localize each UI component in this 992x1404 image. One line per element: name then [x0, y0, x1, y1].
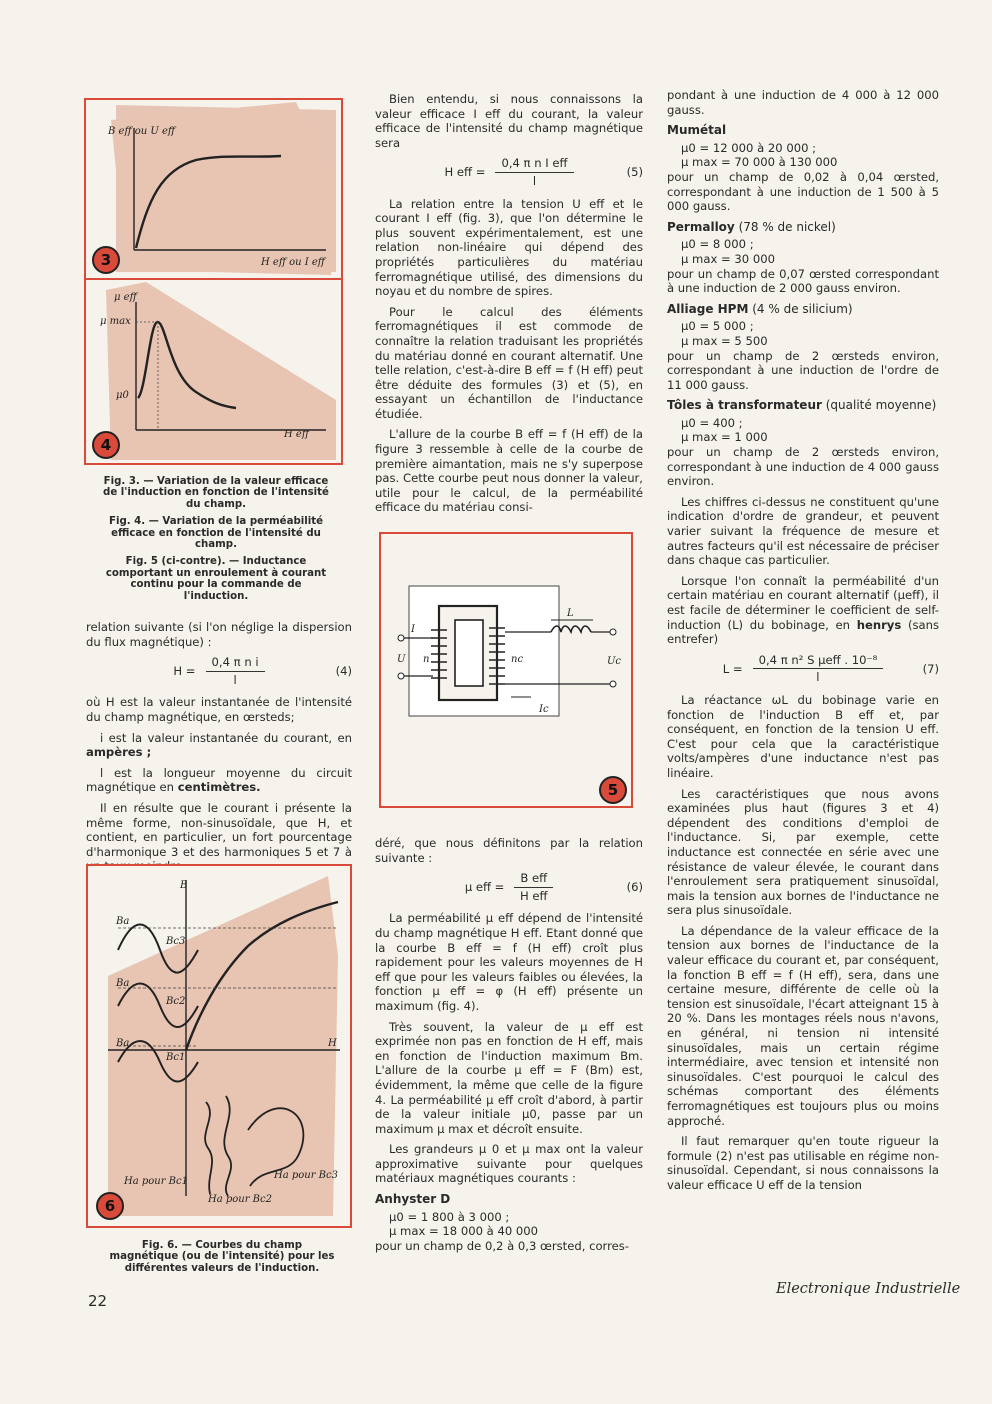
col3-p6: Il faut remarquer qu'en toute rigueur la formule (2) n'est pas utilisable en régime non-sinusoïdal. Cependant, si nous connaissons la valeur efficace U eff de la tension [667, 1134, 939, 1192]
figure-4-mu0: μ0 [116, 390, 129, 401]
mumetal-text: pour un champ de 0,02 à 0,04 œrsted, correspondant à une induction de 1 500 à 5 000 gauss. [667, 169, 939, 214]
equation-7 [667, 653, 939, 685]
eq5-number: (5) [626, 165, 643, 180]
figure-6-Bc3: Bc3 [166, 936, 186, 947]
figure-3-xlabel: H eff ou I eff [261, 257, 325, 268]
figure-4-badge: 4 [92, 431, 120, 459]
equation-4 [86, 655, 352, 687]
col3-p3: La réactance ωL du bobinage varie en fonction de l'induction B eff et, par conséquent, en fonction de la tension U eff. C'est pour cela que la caractéristique volts/ampères d'une inductance n'est pas linéaire. [667, 692, 939, 780]
eq6-num: B eff [514, 871, 553, 888]
permalloy-text: pour un champ de 0,07 œrsted correspondant à une induction de 2 000 gauss environ. [667, 266, 939, 296]
caption-fig6: Fig. 6. — Courbes du champ magnétique (ou de l'intensité) pour les différentes valeurs de l'induction. [109, 1240, 335, 1274]
figure-3-badge: 3 [92, 246, 120, 274]
toles-text: pour un champ de 2 œrsteds environ, correspondant à une induction de 4 000 gauss environ. [667, 445, 939, 489]
anhyster-text: pour un champ de 0,2 à 0,3 œrsted, corres- [375, 1238, 629, 1253]
permalloy-name: Permalloy [667, 219, 735, 234]
col2-p3: Pour le calcul des éléments ferromagnétiques il est commode de connaître la relation traduisant les propriétés du matériau donné en courant alternatif. Une telle relation, c'est-à-dire B eff = f (H eff) peut être déduite des formules (3) et (5), en essayant un échantillon de l'inductance étudiée. [375, 304, 643, 421]
figure-6-Bc1: Bc1 [166, 1052, 186, 1063]
col2-p8: Les grandeurs μ 0 et μ max ont la valeur approximative suivante pour quelques matériaux magnétiques courants : [375, 1142, 643, 1186]
eq6-lhs: μ eff = [464, 879, 505, 894]
eq6-den: H eff [520, 888, 548, 903]
figure-5-frame [379, 532, 633, 808]
anhyster-mumax: μ max = 18 000 à 40 000 [389, 1224, 539, 1239]
col2-p5: déré, que nous définitons par la relation suivante : [375, 836, 643, 865]
figure-6-frame [86, 864, 352, 1228]
figure-5-I: I [411, 624, 415, 635]
figure-4-mumax: μ max [100, 316, 131, 327]
column-2-top [375, 92, 643, 521]
eq7-number: (7) [922, 661, 939, 676]
caption-fig5: Fig. 5 (ci-contre). — Inductance comportant un enroulement à courant continu pour la commande de l'induction. [105, 556, 327, 602]
figure-4-frame [84, 278, 343, 465]
eq7-num: 0,4 π n² S μeff . 10⁻⁸ [753, 653, 884, 670]
figure-4-xlabel: H eff [284, 429, 309, 440]
col3-p5: La dépendance de la valeur efficace de la tension aux bornes de l'inductance de la valeur efficace du courant et, par conséquent, la fonction B eff = f (H eff), sera, dans une certaine mesure, différente de celle où la tension est sinusoïdale, l'écart atteignant 15 à 20 %. Dans les montages réels nous n'avons, en général, ni tension ni intensité sinusoïdales, mais un certain régime intermédiaire, avec tension et intensité non sinusoïdales. C'est pourquoi le calcul des schémas comportant des éléments ferromagnétiques est toujours plus ou moins approché. [667, 923, 939, 1128]
mumetal-mumax: μ max = 70 000 à 130 000 [681, 155, 838, 170]
figure-6-Ba-2: Ba [116, 978, 130, 989]
caption-fig4: Fig. 4. — Variation de la perméabilité efficace en fonction de l'intensité du champ. [109, 516, 323, 551]
eq7-den: l [816, 670, 820, 685]
heading-mumetal: Mumétal [667, 123, 727, 138]
journal-title: Electronique Industrielle [776, 1281, 961, 1297]
permalloy-note: (78 % de nickel) [734, 219, 836, 234]
page-number: 22 [88, 1292, 108, 1310]
figure-5-L: L [567, 608, 574, 619]
figure-3-frame [84, 98, 343, 282]
figure-6-Hc1: Ha pour Bc1 [124, 1176, 188, 1187]
anhyster-mu0: μ0 = 1 800 à 3 000 ; [389, 1209, 510, 1224]
column-2-bottom [375, 836, 643, 1259]
figure-5-Ic: Ic [539, 704, 549, 715]
hpm-note: (4 % de silicium) [748, 301, 853, 316]
col1-p5: Il en résulte que le courant i présente la même forme, non-sinusoïdale, que H, et contient, en particulier, un fort pourcentage d'harmonique 3 et des harmoniques 5 et 7 à [86, 800, 352, 859]
eq5-den: l [532, 173, 537, 188]
eq5-num: 0,4 π n I eff [495, 156, 573, 173]
heading-permalloy [667, 220, 939, 235]
hpm-name: Alliage HPM [667, 301, 749, 316]
column-3-text [667, 88, 939, 1199]
toles-note: (qualité moyenne) [821, 398, 937, 413]
col2-p7: Très souvent, la valeur de μ eff est exprimée non pas en fonction de H eff, mais en fonction de l'induction maximum Bm. L'allure de la courbe μ eff = F (Bm) est, évidemment, la même que celle de la figure 4. La perméabilité μ eff croît d'abord, à partir de la valeur initiale μ0, passe par un maximum μ max et décroît ensuite. [375, 1019, 643, 1136]
eq6-number: (6) [626, 879, 643, 894]
col2-p1: Bien entendu, si nous connaissons la valeur efficace I eff du courant, la valeur efficace de l'intensité du champ magnétique sera [375, 92, 643, 150]
eq4-den: l [233, 672, 237, 687]
captions-block [100, 476, 332, 608]
col3-p2c: (sans entrefer) [667, 617, 939, 647]
toles-mu0: μ0 = 400 ; [681, 415, 743, 430]
col3-p0: pondant à une induction de 4 000 à 12 000 gauss. [667, 88, 939, 117]
equation-5 [375, 156, 643, 188]
figure-3-ylabel: B eff ou U eff [108, 126, 175, 137]
figure-5-n: n [423, 654, 430, 665]
heading-hpm [667, 302, 939, 317]
toles-name: Tôles à transformateur [667, 398, 822, 413]
hpm-text: pour un champ de 2 œrsteds environ, correspondant à une induction de l'ordre de 11 000 gauss. [667, 348, 939, 392]
permalloy-mu0: μ0 = 8 000 ; [681, 237, 754, 252]
col1-p4 [86, 766, 352, 795]
figure-6-Bc2: Bc2 [166, 996, 186, 1007]
col1-p1: relation suivante (si l'on néglige la dispersion du flux magnétique) : [86, 620, 352, 649]
col3-p4: Les caractéristiques que nous avons examinées plus haut (figures 3 et 4) dépendent des conditions d'emploi de l'inductance. Si, par exemple, cette inductance est connectée en série avec une résistance de valeur élevée, le courant dans l'enroulement sera pratiquement sinusoïdal, mais la tension aux bornes de l'inductance ne sera plus sinusoïdale. [667, 786, 939, 918]
figure-5-circuit [381, 534, 631, 806]
col2-p6: La perméabilité μ eff dépend de l'intensité du champ magnétique H eff. Etant donné que la courbe B eff = f (H eff) croît plus rapidement pour les valeurs moyennes de H eff que pour les valeurs faibles ou élevées, la fonction μ eff = φ (H eff) présente un maximum (fig. 4). [375, 911, 643, 1013]
figure-6-Ba-1: Ba [116, 916, 130, 927]
col3-p2b: henrys [856, 617, 902, 632]
figure-5-winding-n [431, 630, 447, 678]
hpm-mumax: μ max = 5 500 [681, 333, 768, 348]
figure-6-Hc3: Ha pour Bc3 [274, 1170, 338, 1181]
figure-5-Uc: Uc [607, 656, 622, 667]
col3-p1: Les chiffres ci-dessus ne constituent qu'une indication d'ordre de grandeur, et peuvent varier suivant la fréquence de mesure et autres facteurs qu'il est nécessaire de préciser dans chaque cas particulier. [667, 494, 939, 568]
heading-toles [667, 398, 939, 413]
figure-3-graph [86, 100, 341, 280]
figure-5-badge: 5 [599, 776, 627, 804]
col1-p3b: ampères ; [86, 745, 152, 760]
col3-p2a: Lorsque l'on connaît la perméabilité d'un certain matériau en courant alternatif (μeff), il est facile de déterminer le coefficient de self-induction (L) du bobinage, en [667, 573, 939, 632]
col3-p2 [667, 574, 939, 647]
eq4-num: 0,4 π n i [206, 655, 265, 672]
column-1-text [86, 620, 352, 880]
figure-6-graph [88, 866, 350, 1226]
caption-fig3: Fig. 3. — Variation de la valeur efficace de l'induction en fonction de l'intensité du champ. [103, 476, 329, 510]
hpm-mu0: μ0 = 5 000 ; [681, 319, 754, 334]
figure-5-U: U [397, 654, 406, 665]
figure-6-Ba-3: Ba [116, 1038, 130, 1049]
col1-p4b: centimètres. [177, 780, 261, 795]
figure-4-graph [86, 280, 341, 463]
figure-6-B: B [180, 880, 188, 891]
mumetal-mu0: μ0 = 12 000 à 20 000 ; [681, 140, 817, 155]
toles-mumax: μ max = 1 000 [681, 430, 768, 445]
figure-6-badge: 6 [96, 1192, 124, 1220]
col1-p3 [86, 731, 352, 760]
eq4-number: (4) [335, 663, 352, 678]
col1-p3a: i est la valeur instantanée du courant, en [100, 730, 352, 745]
equation-6 [375, 871, 643, 903]
col2-p4: L'allure de la courbe B eff = f (H eff) de la figure 3 ressemble à celle de la courbe de première aimantation, mais ne s'y superpose pas. Cette courbe peut nous donner la valeur, utile pour le calcul, de la perméabilité efficace du matériau consi- [375, 427, 643, 515]
eq5-lhs: H eff = [444, 165, 486, 180]
col1-p2: où H est la valeur instantanée de l'intensité du champ magnétique, en œrsteds; [86, 695, 352, 724]
heading-anhyster: Anhyster D [375, 1192, 451, 1207]
col2-p2: La relation entre la tension U eff et le courant I eff (fig. 3), que l'on détermine le plus souvent expérimentalement, est une relation non-linéaire qui dépend des propriétés particulières du matériau ferromagnétique utilisé, des dimensions du noyau et du nombre de spires. [375, 196, 643, 299]
eq7-lhs: L = [722, 661, 743, 676]
figure-5-nc: nc [511, 654, 524, 665]
figure-6-H: H [328, 1038, 337, 1049]
col1-p4a: l est la longueur moyenne du circuit magnétique en [86, 765, 352, 795]
figure-4-ylabel: μ eff [114, 292, 137, 303]
eq4-lhs: H = [173, 663, 196, 678]
figure-6-Hc2: Ha pour Bc2 [208, 1194, 272, 1205]
permalloy-mumax: μ max = 30 000 [681, 251, 775, 266]
